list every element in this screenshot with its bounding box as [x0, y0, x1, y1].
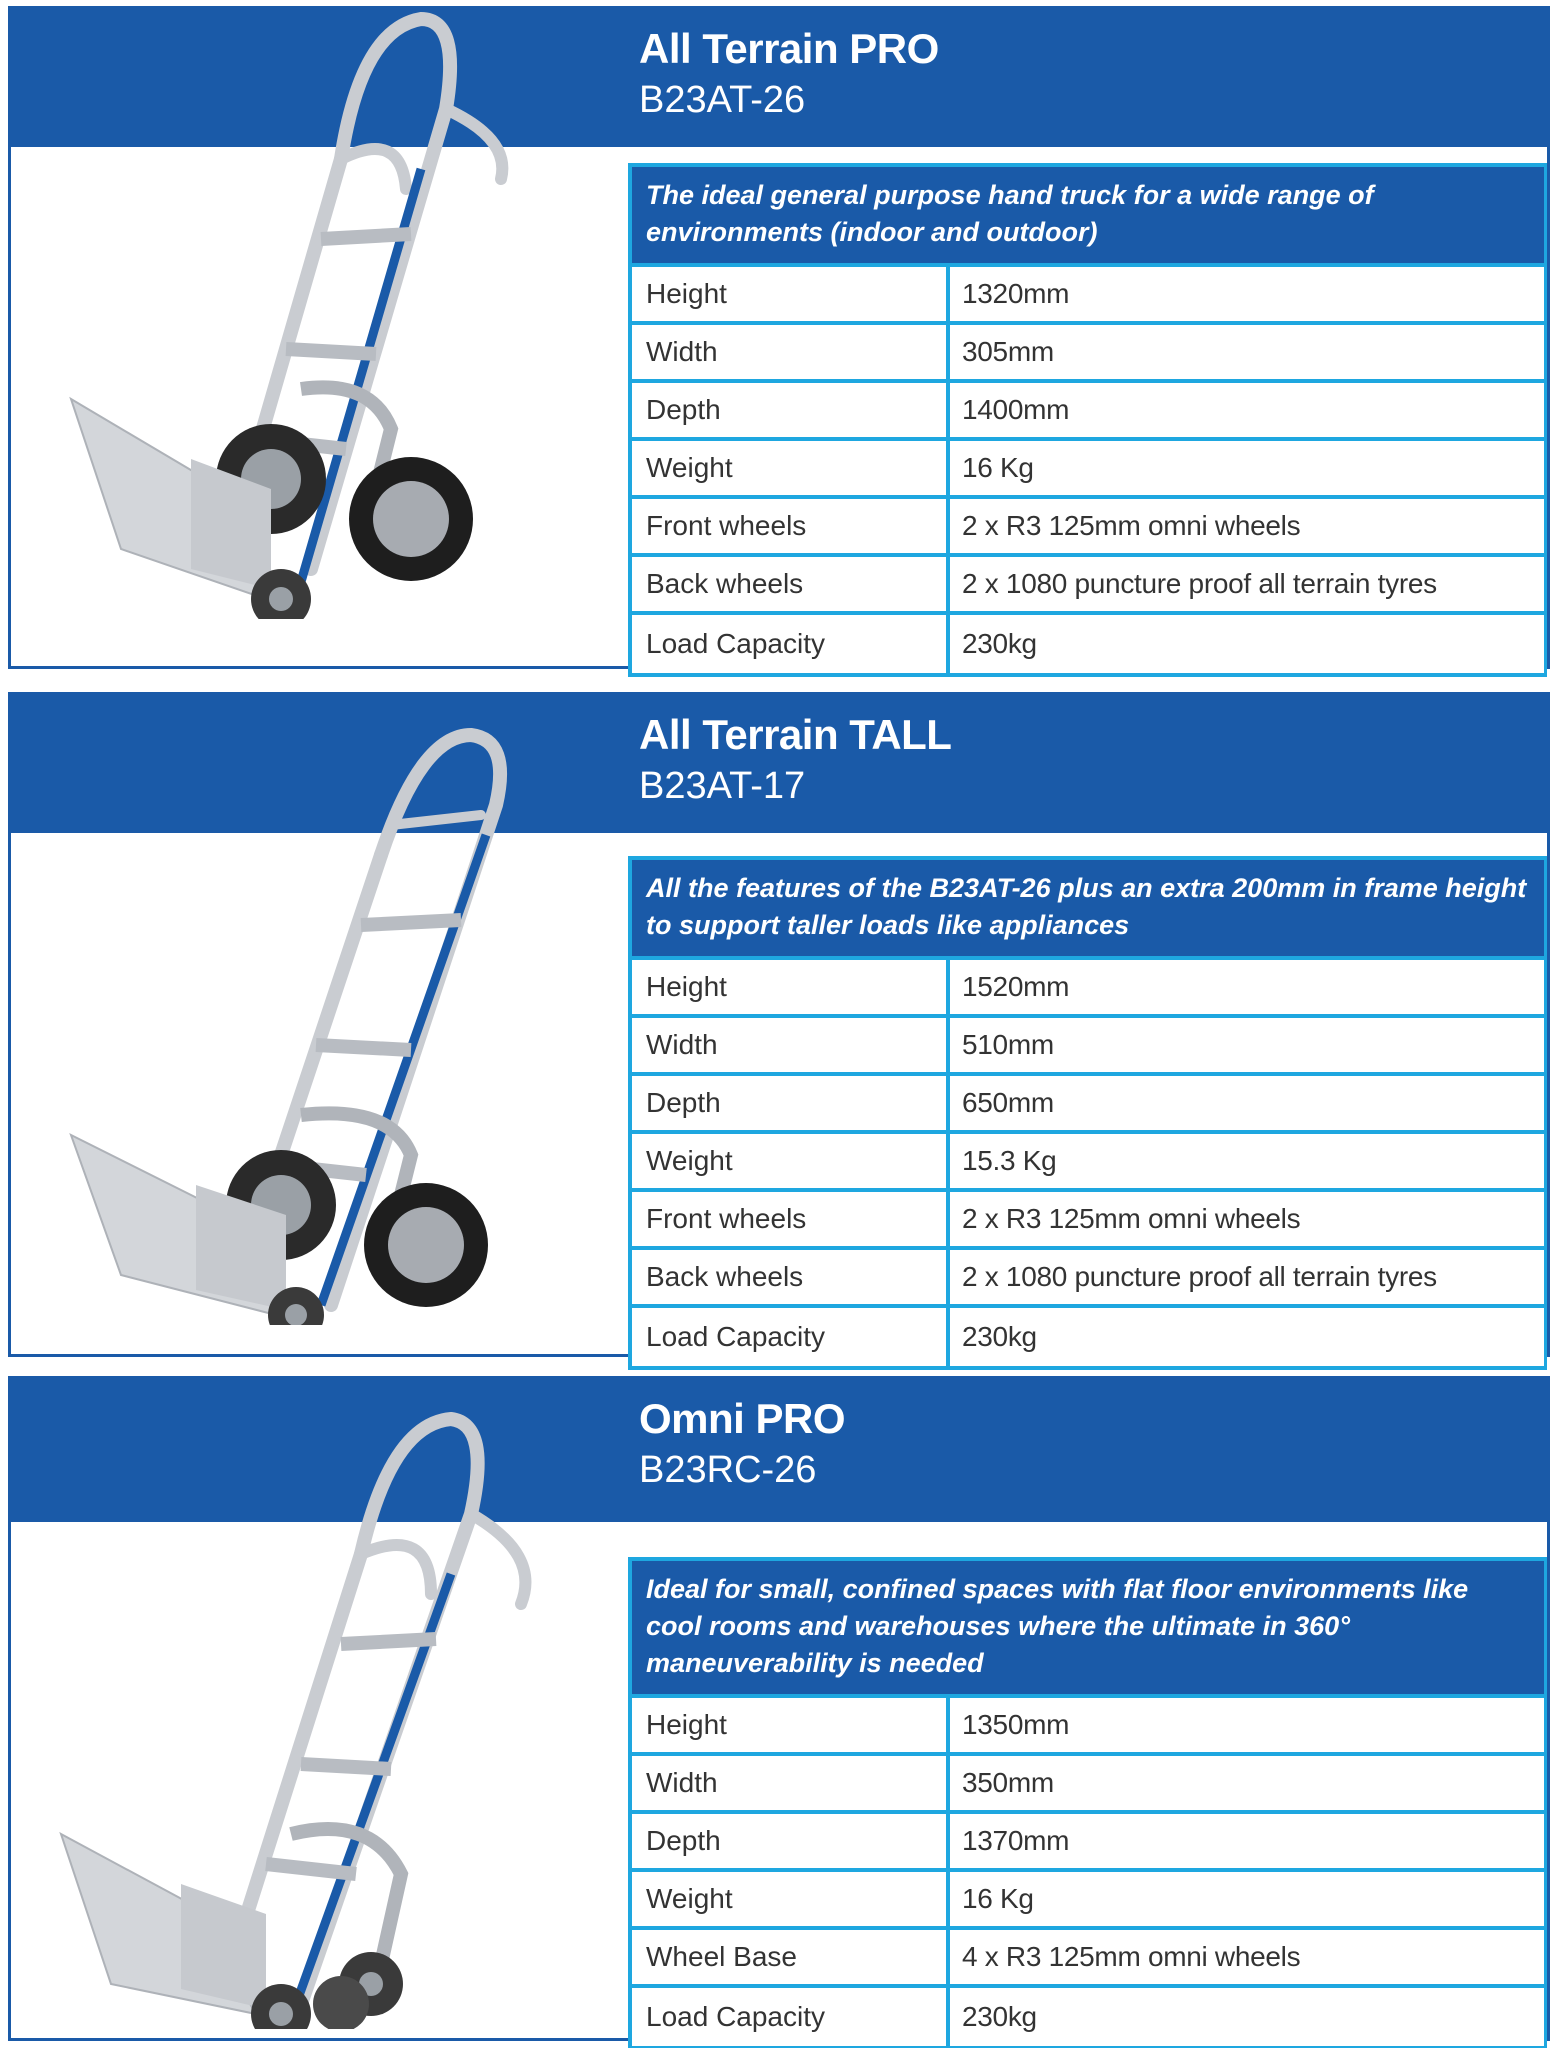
product-section-all-terrain-tall	[8, 692, 1550, 1357]
spec-value: 4 x R3 125mm omni wheels	[962, 1941, 1301, 1972]
spec-label: Weight	[632, 441, 950, 495]
spec-value: 350mm	[962, 1767, 1054, 1798]
product-sku: B23AT-17	[639, 765, 806, 807]
table-row	[632, 1814, 1544, 1872]
spec-description: All the features of the B23AT-26 plus an extra 200mm in frame height to support taller loads like appliances	[632, 860, 1544, 960]
spec-label: Load Capacity	[632, 615, 950, 673]
table-row	[632, 1250, 1544, 1308]
spec-label: Depth	[632, 1814, 950, 1868]
spec-value: 1350mm	[962, 1709, 1070, 1740]
spec-value: 2 x 1080 puncture proof all terrain tyres	[962, 1261, 1437, 1292]
table-row	[632, 1076, 1544, 1134]
product-sku: B23AT-26	[639, 79, 806, 121]
table-row	[632, 383, 1544, 441]
product-section-all-terrain-pro	[8, 6, 1550, 669]
spec-label: Front wheels	[632, 499, 950, 553]
spec-label: Width	[632, 1756, 950, 1810]
spec-table	[628, 1557, 1547, 2048]
spec-value: 230kg	[962, 2001, 1037, 2032]
spec-value: 16 Kg	[962, 452, 1034, 483]
table-row	[632, 1930, 1544, 1988]
hand-truck-image	[41, 1389, 601, 2029]
spec-label: Wheel Base	[632, 1930, 950, 1984]
spec-value: 1370mm	[962, 1825, 1070, 1856]
product-title: All Terrain PRO	[639, 25, 939, 72]
table-row	[632, 1018, 1544, 1076]
product-section-omni-pro	[8, 1376, 1550, 2041]
table-row	[632, 615, 1544, 673]
spec-label: Back wheels	[632, 557, 950, 611]
product-sku: B23RC-26	[639, 1449, 817, 1491]
table-row	[632, 1872, 1544, 1930]
spec-label: Width	[632, 1018, 950, 1072]
spec-value: 1520mm	[962, 971, 1070, 1002]
spec-value: 2 x 1080 puncture proof all terrain tyres	[962, 568, 1437, 599]
product-title: All Terrain TALL	[639, 711, 952, 758]
table-row	[632, 325, 1544, 383]
spec-table	[628, 163, 1547, 677]
table-row	[632, 557, 1544, 615]
table-row	[632, 267, 1544, 325]
spec-label: Width	[632, 325, 950, 379]
spec-label: Weight	[632, 1134, 950, 1188]
table-row	[632, 1308, 1544, 1366]
spec-label: Back wheels	[632, 1250, 950, 1304]
spec-description: The ideal general purpose hand truck for a wide range of environments (indoor and outdoor)	[632, 167, 1544, 267]
table-row	[632, 960, 1544, 1018]
table-row	[632, 1988, 1544, 2046]
spec-value: 510mm	[962, 1029, 1054, 1060]
spec-description: Ideal for small, confined spaces with flat floor environments like cool rooms and warehouses where the ultimate in 360° maneuverability is needed	[632, 1561, 1544, 1698]
spec-value: 2 x R3 125mm omni wheels	[962, 510, 1301, 541]
table-row	[632, 1756, 1544, 1814]
spec-label: Load Capacity	[632, 1988, 950, 2046]
table-row	[632, 441, 1544, 499]
hand-truck-image	[41, 9, 601, 619]
spec-value: 2 x R3 125mm omni wheels	[962, 1203, 1301, 1234]
spec-value: 15.3 Kg	[962, 1145, 1057, 1176]
spec-value: 230kg	[962, 1321, 1037, 1352]
spec-label: Height	[632, 267, 950, 321]
spec-label: Depth	[632, 383, 950, 437]
spec-table	[628, 856, 1547, 1370]
spec-label: Height	[632, 1698, 950, 1752]
spec-value: 230kg	[962, 628, 1037, 659]
spec-label: Weight	[632, 1872, 950, 1926]
table-row	[632, 1698, 1544, 1756]
table-row	[632, 1134, 1544, 1192]
spec-label: Depth	[632, 1076, 950, 1130]
spec-value: 305mm	[962, 336, 1054, 367]
table-row	[632, 1192, 1544, 1250]
spec-label: Height	[632, 960, 950, 1014]
product-title: Omni PRO	[639, 1395, 846, 1442]
spec-value: 16 Kg	[962, 1883, 1034, 1914]
hand-truck-image	[41, 715, 601, 1325]
spec-value: 1320mm	[962, 278, 1070, 309]
spec-label: Load Capacity	[632, 1308, 950, 1366]
spec-value: 650mm	[962, 1087, 1054, 1118]
spec-label: Front wheels	[632, 1192, 950, 1246]
table-row	[632, 499, 1544, 557]
spec-value: 1400mm	[962, 394, 1070, 425]
